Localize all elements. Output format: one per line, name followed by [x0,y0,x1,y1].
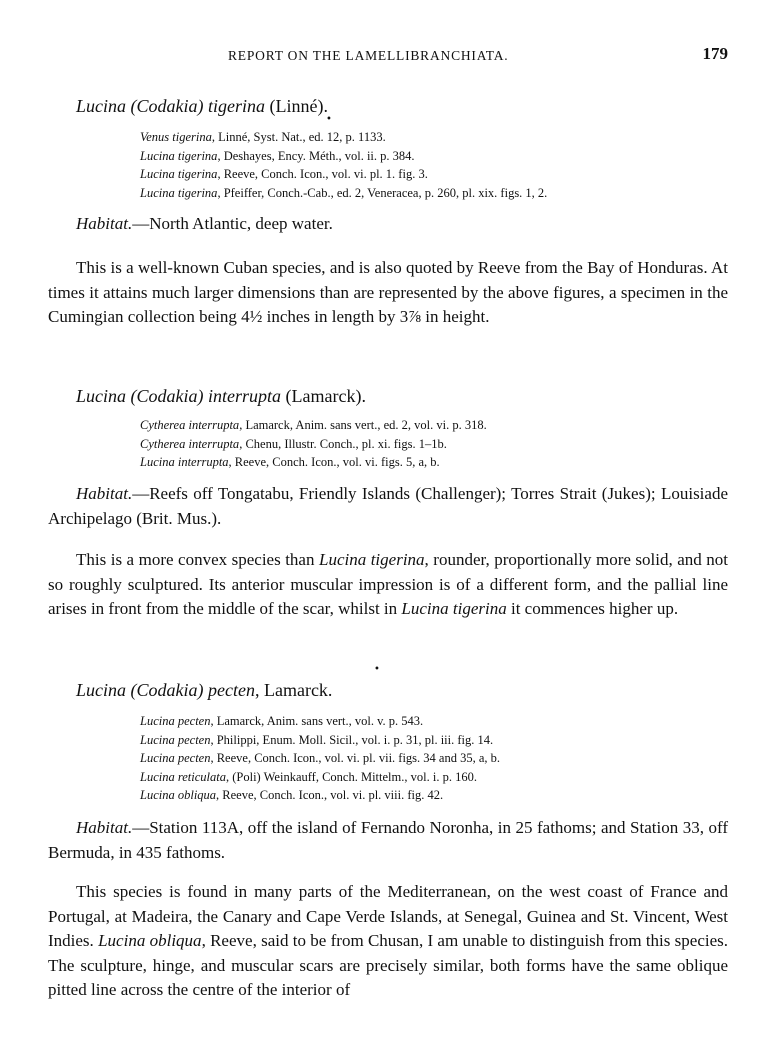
author-citation: (Lamarck). [285,386,366,406]
synonym-entry: Lucina reticulata, (Poli) Weinkauff, Conch. Mittelm., vol. i. p. 160. [140,769,477,784]
synonym-entry: Lucina tigerina, Reeve, Conch. Icon., vol. vi. pl. 1. fig. 3. [140,167,428,181]
page-header [48,44,728,68]
synonymy-list [140,128,547,202]
page-number: 179 [702,44,728,63]
synonym-entry: Lucina interrupta, Reeve, Conch. Icon., vol. vi. figs. 5, a, b. [140,455,440,469]
habitat-line: Habitat.—North Atlantic, deep water. [76,214,333,233]
body-paragraph: This is a well-known Cuban species, and is also quoted by Reeve from the Bay of Honduras. At times it attains much larger dimensions than are represented by the above figures, a specimen in the Cumingian collection being 4½ inches in length by 3⅞ in height. [48,258,728,326]
subgenus-name: (Codakia) [130,680,204,700]
synonym-entry: Cytherea interrupta, Chenu, Illustr. Conch., pl. xi. figs. 1–1b. [140,436,447,451]
author-citation: (Linné). [269,96,328,116]
synonym-entry: Lucina pecten, Reeve, Conch. Icon., vol. vi. pl. vii. figs. 34 and 35, a, b. [140,751,501,765]
synonym-entry: Venus tigerina, Linné, Syst. Nat., ed. 12, p. 1133. [140,130,386,144]
species-name: pecten [208,680,255,700]
synonym-entry: Cytherea interrupta, Lamarck, Anim. sans vert., ed. 2, vol. vi. p. 318. [140,418,487,432]
print-mark: • [374,664,380,675]
synonym-entry: Lucina obliqua, Reeve, Conch. Icon., vol. vi. pl. viii. fig. 42. [140,788,444,802]
synonym-entry: Lucina pecten, Philippi, Enum. Moll. Sicil., vol. i. p. 31, pl. iii. fig. 14. [140,732,494,747]
habitat-line: Habitat.—Reefs off Tongatabu, Friendly Islands (Challenger); Torres Strait (Jukes); Louisiade Archipelago (Brit. Mus.). [48,484,728,528]
subgenus-name: (Codakia) [130,386,204,406]
author-citation: , Lamarck. [254,680,333,700]
synonymy-list [140,712,500,805]
species-heading [76,386,366,407]
genus-name: Lucina [76,386,127,406]
print-mark: • [326,114,332,125]
habitat-line: Habitat.—Station 113A, off the island of Fernando Noronha, in 25 fathoms; and Station 33, off Bermuda, in 435 fathoms. [48,818,728,862]
species-heading [76,96,328,117]
species-heading [76,680,332,701]
synonym-entry: Lucina tigerina, Deshayes, Ency. Méth., vol. ii. p. 384. [140,148,415,163]
synonymy-list [140,416,487,472]
running-head: REPORT ON THE LAMELLIBRANCHIATA. [228,48,509,63]
synonym-entry: Lucina tigerina, Pfeiffer, Conch.-Cab., ed. 2, Veneracea, p. 260, pl. xix. figs. 1, 2. [140,185,548,200]
body-paragraph: This is a more convex species than Lucina tigerina, rounder, proportionally more solid, and not so roughly sculptured. Its anterior muscular impression is of a different form, and the pallial line arises in front from the middle of the scar, whilst in Lucina tigerina it commences higher up. [48,550,728,618]
genus-name: Lucina [76,680,127,700]
genus-name: Lucina [76,96,127,116]
species-name: interrupta [208,386,282,406]
species-name: tigerina [208,96,265,116]
body-paragraph: This species is found in many parts of the Mediterranean, on the west coast of France and Portugal, at Madeira, the Canary and Cape Verde Islands, at Senegal, Guinea and St. Vincent, West Indies. Lucina obliqua, Reeve, said to be from Chusan, I am unable to distinguish from this species. The sculpture, hinge, and muscular scars are precisely similar, both forms have the same oblique pitted line across the centre of the interior of [48,882,729,999]
subgenus-name: (Codakia) [130,96,204,116]
synonym-entry: Lucina pecten, Lamarck, Anim. sans vert., vol. v. p. 543. [140,714,424,728]
